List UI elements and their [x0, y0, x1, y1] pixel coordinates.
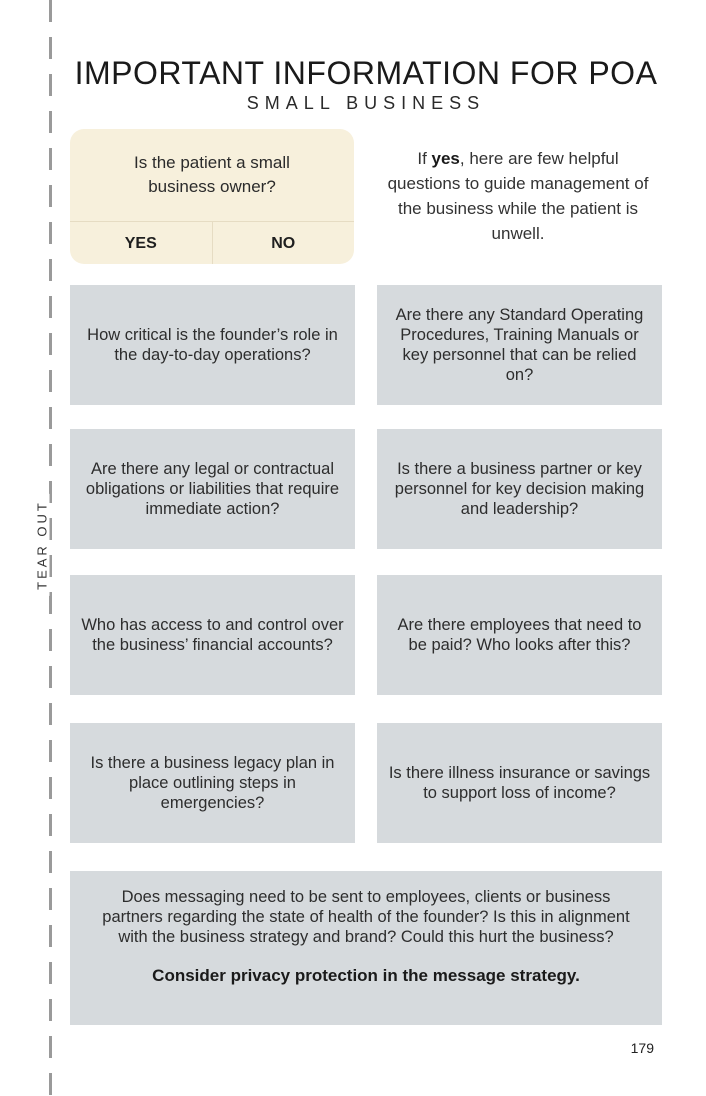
intro-prefix: If: [417, 149, 432, 168]
question-box-founder-role: How critical is the founder’s role in the day-to-day operations?: [70, 285, 355, 405]
answer-options: [70, 221, 354, 264]
intro-text: [380, 146, 656, 246]
question-box-legacy-plan: Is there a business legacy plan in place outlining steps in emergencies?: [70, 723, 355, 843]
intro-suffix: , here are few helpful questions to guide management of the business while the patient is unwell.: [387, 149, 649, 243]
small-business-question-card: [70, 129, 354, 264]
messaging-question-text: Does messaging need to be sent to employees, clients or business partners regarding the state of health of the founder? Is this in alignment with the business strategy and brand? Could this hurt the business?: [102, 888, 630, 946]
tear-out-label: TEAR OUT: [35, 494, 50, 596]
question-text: Is the patient a small business owner?: [134, 153, 290, 196]
no-option[interactable]: NO: [212, 222, 355, 264]
page-title: IMPORTANT INFORMATION FOR POA: [74, 55, 658, 91]
yes-option[interactable]: YES: [124, 234, 157, 252]
messaging-question-box: [70, 871, 662, 1025]
question-box-legal-obligations: Are there any legal or contractual obligations or liabilities that require immediate action?: [70, 429, 355, 549]
question-box-financial-access: Who has access to and control over the business’ financial accounts?: [70, 575, 355, 695]
question-box-procedures: Are there any Standard Operating Procedures, Training Manuals or key personnel that can be relied on?: [377, 285, 662, 405]
privacy-note: Consider privacy protection in the message strategy.: [152, 966, 580, 985]
intro-emphasis: yes: [431, 149, 460, 168]
question-box-employee-pay: Are there employees that need to be paid? Who looks after this?: [377, 575, 662, 695]
question-box-business-partner: Is there a business partner or key personnel for key decision making and leadership?: [377, 429, 662, 549]
page-number: 179: [630, 1040, 654, 1056]
question-box-illness-insurance: Is there illness insurance or savings to support loss of income?: [377, 723, 662, 843]
page-subtitle: SMALL BUSINESS: [246, 93, 486, 113]
